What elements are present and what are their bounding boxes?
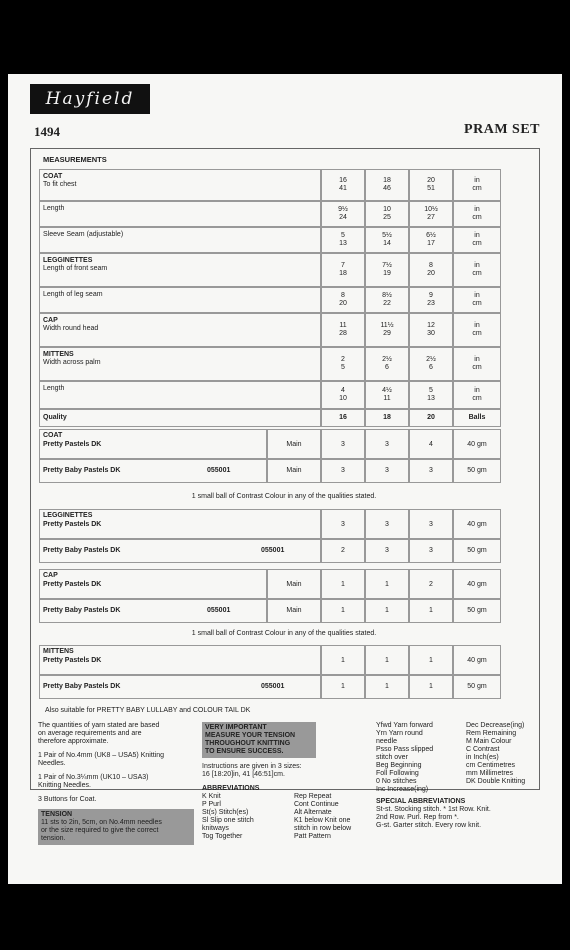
measure-label: Length of leg seam <box>43 291 103 298</box>
yarn-value: 1 <box>341 581 345 588</box>
footer-col2 <box>202 722 372 841</box>
yarn-value: 3 <box>385 441 389 448</box>
value-in: 8 <box>341 292 345 299</box>
important-box: VERY IMPORTANT MEASURE YOUR TENSION THROUGHOUT KNITTING TO ENSURE SUCCESS. <box>202 722 316 758</box>
yarn-value: 1 <box>429 657 433 664</box>
yarn-value: 1 <box>385 657 389 664</box>
quality-value: 16 <box>339 414 347 421</box>
value-cm: 20 <box>427 270 435 277</box>
needles-4mm: 1 Pair of No.4mm (UK8 – USA5) Knitting Needles. <box>38 752 165 767</box>
yarn-name: Pretty Pastels DK <box>43 657 102 664</box>
yarn-type: Main <box>286 467 302 474</box>
value-in: 16 <box>339 177 347 184</box>
value-cm: 17 <box>427 240 435 247</box>
value-in: 9 <box>429 292 433 299</box>
value-cm: 29 <box>383 330 391 337</box>
value-in: 2 <box>341 356 345 363</box>
unit-cm: cm <box>472 214 482 221</box>
value-in: 2½ <box>426 356 436 363</box>
value-cm: 24 <box>339 214 347 221</box>
value-cm: 13 <box>339 240 347 247</box>
value-in: 2½ <box>382 356 392 363</box>
yarn-unit: 40 gm <box>467 581 487 588</box>
value-in: 10½ <box>424 206 438 213</box>
yarn-heading: LEGGINETTES <box>43 512 93 519</box>
unit-in: in <box>474 262 480 269</box>
yarn-value: 3 <box>385 547 389 554</box>
yarn-heading: MITTENS <box>43 648 74 655</box>
footer-col1 <box>38 722 208 845</box>
measure-label: Length <box>43 205 65 212</box>
value-cm: 6 <box>429 364 433 371</box>
measurements-table <box>30 148 540 790</box>
yarn-value: 1 <box>385 683 389 690</box>
value-in: 5 <box>341 232 345 239</box>
yarn-value: 3 <box>341 467 345 474</box>
yarn-code: 055001 <box>207 607 231 614</box>
unit-cm: cm <box>472 240 482 247</box>
value-in: 11½ <box>380 322 394 329</box>
measure-label: Length <box>43 385 65 392</box>
yarn-unit: 50 gm <box>467 683 487 690</box>
yarn-value: 2 <box>341 547 345 554</box>
yarn-value: 3 <box>429 547 433 554</box>
value-in: 9½ <box>338 206 348 213</box>
measure-label: Width round head <box>43 325 99 332</box>
value-cm: 28 <box>339 330 347 337</box>
footer-col3 <box>376 722 556 830</box>
value-cm: 27 <box>427 214 435 221</box>
unit-cm: cm <box>472 270 482 277</box>
measurements-title: MEASUREMENTS <box>43 155 107 164</box>
value-in: 6½ <box>426 232 436 239</box>
unit-cm: cm <box>472 330 482 337</box>
yarn-name: Pretty Baby Pastels DK <box>43 683 121 690</box>
unit-in: in <box>474 292 480 299</box>
measure-label: Length of front seam <box>43 265 108 272</box>
yarn-unit: 50 gm <box>467 607 487 614</box>
unit-in: in <box>474 232 480 239</box>
value-cm: 30 <box>427 330 435 337</box>
special-abbreviations: St-st. Stocking stitch. * 1st Row. Knit. 2nd Row. Purl. Rep from *. G-st. Garter stitch. Every row knit. <box>376 806 491 829</box>
pattern-sheet <box>8 74 562 884</box>
yarn-unit: 40 gm <box>467 521 487 528</box>
section-heading: LEGGINETTES <box>43 257 93 264</box>
value-in: 5½ <box>382 232 392 239</box>
special-abbreviations-title: SPECIAL ABBREVIATIONS <box>376 798 466 805</box>
value-cm: 23 <box>427 300 435 307</box>
pattern-number: 1494 <box>34 124 60 139</box>
unit-cm: cm <box>472 364 482 371</box>
buttons-note: 3 Buttons for Coat. <box>38 796 97 803</box>
value-in: 7 <box>341 262 345 269</box>
yarn-name: Pretty Baby Pastels DK <box>43 467 121 474</box>
yarn-unit: 50 gm <box>467 467 487 474</box>
value-in: 8½ <box>382 292 392 299</box>
unit-in: in <box>474 356 480 363</box>
yarn-name: Pretty Baby Pastels DK <box>43 607 121 614</box>
product-title: PRAM SET <box>464 122 540 137</box>
quality-label: Quality <box>43 414 67 421</box>
also-suitable-note: Also suitable for PRETTY BABY LULLABY and COLOUR TAIL DK <box>45 707 251 714</box>
measure-label: Width across palm <box>43 359 101 366</box>
yarn-value: 2 <box>429 581 433 588</box>
value-in: 11 <box>339 322 347 329</box>
unit-cm: cm <box>472 300 482 307</box>
value-cm: 11 <box>383 395 391 402</box>
needles-3-25mm: 1 Pair of No.3¼mm (UK10 – USA3) Knitting Needles. <box>38 774 149 789</box>
yarn-value: 1 <box>341 683 345 690</box>
value-in: 10 <box>383 206 391 213</box>
yarn-value: 4 <box>429 441 433 448</box>
yarn-value: 1 <box>429 607 433 614</box>
abbreviations-list-2: Yfwd Yarn forward Yrn Yarn round needle Psso Pass slipped stitch over Beg Beginning Foll Following 0 No stitches Inc Increase(ing) Dec Decrease(ing) Rem Remaining M Main Colour C Contrast in Inch(es) cm Centimetres mm Millimetres DK Double Knitting <box>376 722 526 793</box>
quality-value: 18 <box>383 414 391 421</box>
yarn-value: 3 <box>385 467 389 474</box>
yarn-code: 055001 <box>261 683 285 690</box>
yarn-name: Pretty Pastels DK <box>43 581 102 588</box>
measure-label: To fit chest <box>43 181 77 188</box>
yarn-value: 1 <box>385 607 389 614</box>
yarn-name: Pretty Pastels DK <box>43 441 102 448</box>
yarn-value: 3 <box>385 521 389 528</box>
unit-in: in <box>474 387 480 394</box>
value-cm: 18 <box>339 270 347 277</box>
yarn-code: 055001 <box>261 547 285 554</box>
unit-in: in <box>474 206 480 213</box>
value-cm: 14 <box>383 240 391 247</box>
yarn-unit: 40 gm <box>467 441 487 448</box>
yarn-name: Pretty Pastels DK <box>43 521 102 528</box>
section-heading: CAP <box>43 317 58 324</box>
contrast-note: 1 small ball of Contrast Colour in any of the qualities stated. <box>191 630 377 637</box>
section-heading: MITTENS <box>43 351 74 358</box>
value-cm: 51 <box>427 185 435 192</box>
yarn-value: 3 <box>341 441 345 448</box>
yarn-type: Main <box>286 581 302 588</box>
value-in: 5 <box>429 387 433 394</box>
yarn-value: 3 <box>341 521 345 528</box>
yarn-value: 1 <box>341 657 345 664</box>
value-cm: 46 <box>383 185 391 192</box>
value-in: 4½ <box>382 387 392 394</box>
value-cm: 10 <box>339 395 347 402</box>
value-cm: 13 <box>427 395 435 402</box>
yarn-value: 1 <box>385 581 389 588</box>
abbreviations-title: ABBREVIATIONS <box>202 785 260 792</box>
value-in: 4 <box>341 387 345 394</box>
value-cm: 6 <box>385 364 389 371</box>
quantities-note: The quantities of yarn stated are based on average requirements and are therefore approximate. <box>38 722 160 745</box>
instructions-note: Instructions are given in 3 sizes: 16 [18:20]in, 41 [46:51]cm. <box>202 763 302 778</box>
section-heading: COAT <box>43 173 63 180</box>
value-in: 20 <box>427 177 435 184</box>
unit-cm: cm <box>472 185 482 192</box>
quality-value: 20 <box>427 414 435 421</box>
yarn-value: 1 <box>341 607 345 614</box>
yarn-type: Main <box>286 441 302 448</box>
value-in: 12 <box>427 322 435 329</box>
yarn-value: 3 <box>429 521 433 528</box>
yarn-heading: COAT <box>43 432 63 439</box>
tension-box: TENSION 11 sts to 2in, 5cm, on No.4mm needles or the size required to give the correct tension. <box>38 809 194 845</box>
yarn-heading: CAP <box>43 572 58 579</box>
value-cm: 25 <box>383 214 391 221</box>
value-cm: 5 <box>341 364 345 371</box>
quality-unit: Balls <box>468 414 486 421</box>
unit-cm: cm <box>472 395 482 402</box>
unit-in: in <box>474 177 480 184</box>
value-in: 18 <box>383 177 391 184</box>
value-in: 7½ <box>382 262 392 269</box>
yarn-unit: 50 gm <box>467 547 487 554</box>
yarn-type: Main <box>286 607 302 614</box>
yarn-value: 1 <box>429 683 433 690</box>
contrast-note: 1 small ball of Contrast Colour in any of the qualities stated. <box>191 493 377 500</box>
yarn-code: 055001 <box>207 467 231 474</box>
hayfield-logo: Hayfield <box>30 84 150 114</box>
yarn-unit: 40 gm <box>467 657 487 664</box>
value-cm: 41 <box>339 185 347 192</box>
value-cm: 19 <box>383 270 391 277</box>
yarn-value: 3 <box>429 467 433 474</box>
abbreviations-list: K Knit P Purl St(s) Stitch(es) Sl Slip one stitch knitways Tog Together Rep Repeat Cont Continue Alt Alternate K1 below Knit one stitch in row below Patt Pattern <box>202 793 352 840</box>
value-in: 8 <box>429 262 433 269</box>
value-cm: 20 <box>339 300 347 307</box>
unit-in: in <box>474 322 480 329</box>
yarn-name: Pretty Baby Pastels DK <box>43 547 121 554</box>
value-cm: 22 <box>383 300 391 307</box>
measure-label: Sleeve Seam (adjustable) <box>43 231 124 238</box>
